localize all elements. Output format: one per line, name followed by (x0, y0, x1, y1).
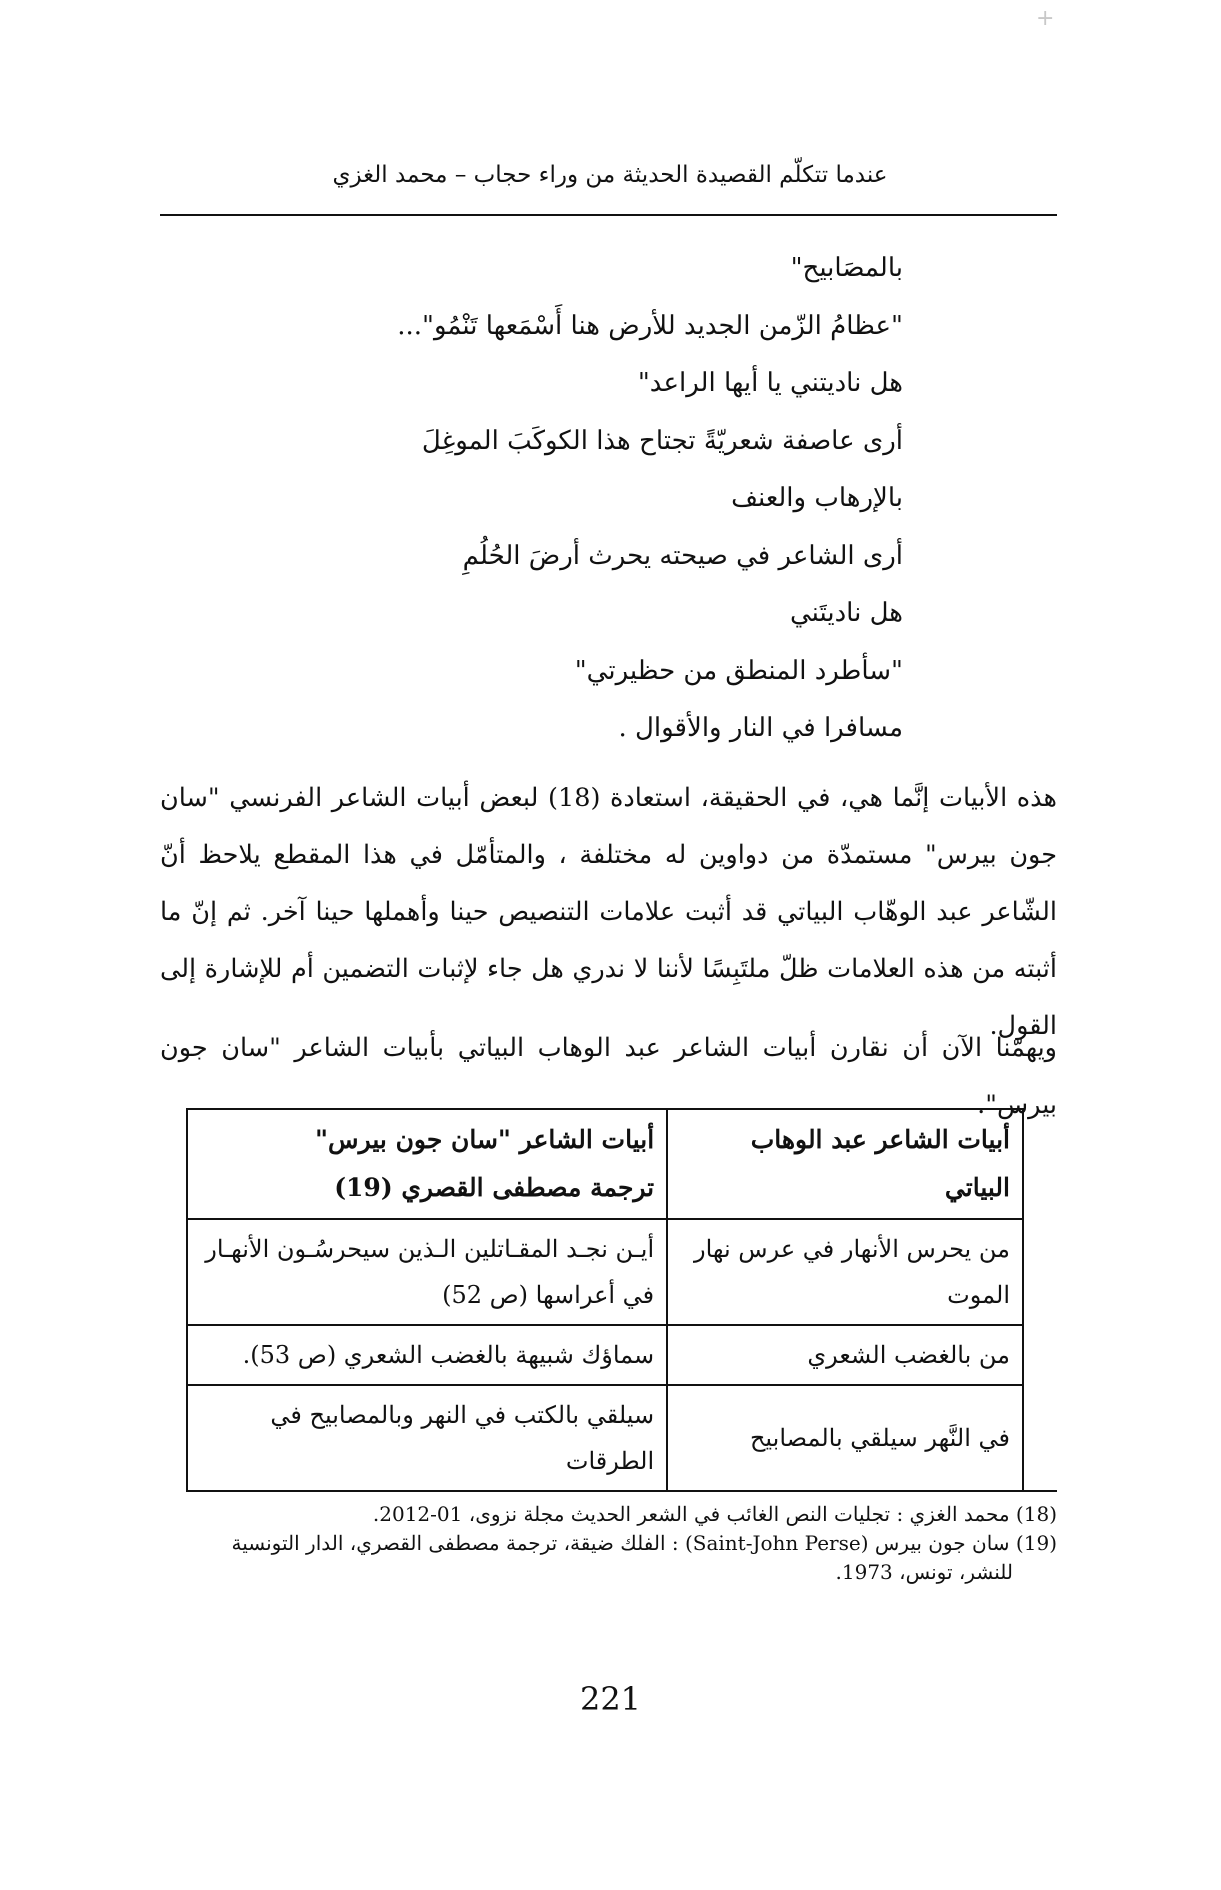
footnote-19-continuation: للنشر، تونس، 1973. (835, 1560, 1013, 1584)
page-number: 221 (579, 1680, 642, 1718)
poem-line: هل ناديتَني (789, 598, 903, 628)
table-row (187, 1385, 1023, 1491)
poem-line: أرى الشاعر في صيحته يحرث أرضَ الحُلُمِ (462, 540, 903, 571)
poem-line: هل ناديتني يا أيها الراعد" (637, 368, 903, 398)
body-paragraph-1 (160, 770, 1057, 1055)
header-perse (187, 1109, 667, 1219)
corner-crop-mark: + (1036, 6, 1055, 31)
poem-line: أرى عاصفة شعريّةً تجتاح هذا الكوكَبَ الموغِلَ (421, 425, 903, 456)
table-row (187, 1219, 1023, 1325)
header-bayati: أبيات الشاعر عبد الوهاب البياتي (667, 1109, 1023, 1219)
footnote-rule (730, 1490, 1057, 1492)
poem-line: مسافرا في النار والأقوال . (618, 713, 903, 743)
cell-bayati: من يحرس الأنهار في عرس نهار الموت (667, 1219, 1023, 1325)
poem-line: "عظامُ الزّمن الجديد للأرض هنا أَسْمَعها تَنْمُو"... (397, 310, 903, 341)
running-header: عندما تتكلّم القصيدة الحديثة من وراء حجاب – محمد الغزي (332, 162, 888, 188)
footnote-19: (19) سان جون بيرس (Saint-John Perse) : الفلك ضيقة، ترجمة مصطفى القصري، الدار التونسية (231, 1531, 1057, 1555)
header-perse-translator: ترجمة مصطفى القصري (19) (334, 1173, 655, 1202)
cell-bayati: في النَّهر سيلقي بالمصابيح (667, 1385, 1023, 1491)
cell-perse: سيلقي بالكتب في النهر وبالمصابيح في الطرقات (187, 1385, 667, 1491)
comparison-table (186, 1108, 1024, 1492)
paragraph-text: هذه الأبيات إنَّما هي، في الحقيقة، استعادة (18) لبعض أبيات الشاعر الفرنسي "سان جون بيرس" مستمدّة من دواوين له مختلفة ، والمتأمّل في هذا المقطع يلاحظ أنّ الشّاعر عبد الوهّاب البياتي قد أثبت علامات التنصيص حينا وأهملها حينا آخر. ثم إنّ ما أثبته من هذه العلامات ظلّ ملتَبِسًا لأننا لا ندري هل جاء لإثبات التضمين أم للإشارة إلى القول. (160, 783, 1057, 1041)
footnotes (160, 1500, 1057, 1587)
poem-line: بالمصَابيح" (790, 253, 903, 283)
poem-block (397, 240, 903, 758)
poem-line: بالإرهاب والعنف (731, 483, 903, 513)
cell-perse: سماؤك شبيهة بالغضب الشعري (ص 53). (187, 1325, 667, 1385)
table-header-row (187, 1109, 1023, 1219)
paragraph-text: ويهمّنا الآن أن نقارن أبيات الشاعر عبد الوهاب البياتي بأبيات الشاعر "سان جون بيرس". (160, 1033, 1057, 1120)
table-row (187, 1325, 1023, 1385)
cell-perse: أيـن نجـد المقـاتلين الـذين سيحرسُـون الأنهـار في أعراسها (ص 52) (187, 1219, 667, 1325)
footnote-18: (18) محمد الغزي : تجليات النص الغائب في الشعر الحديث مجلة نزوى، 01-2012. (372, 1502, 1057, 1526)
header-perse-title: أبيات الشاعر "سان جون بيرس" (315, 1125, 655, 1154)
header-rule (160, 214, 1057, 216)
poem-line: "سأطرد المنطق من حظيرتي" (574, 655, 903, 686)
cell-bayati: من بالغضب الشعري (667, 1325, 1023, 1385)
